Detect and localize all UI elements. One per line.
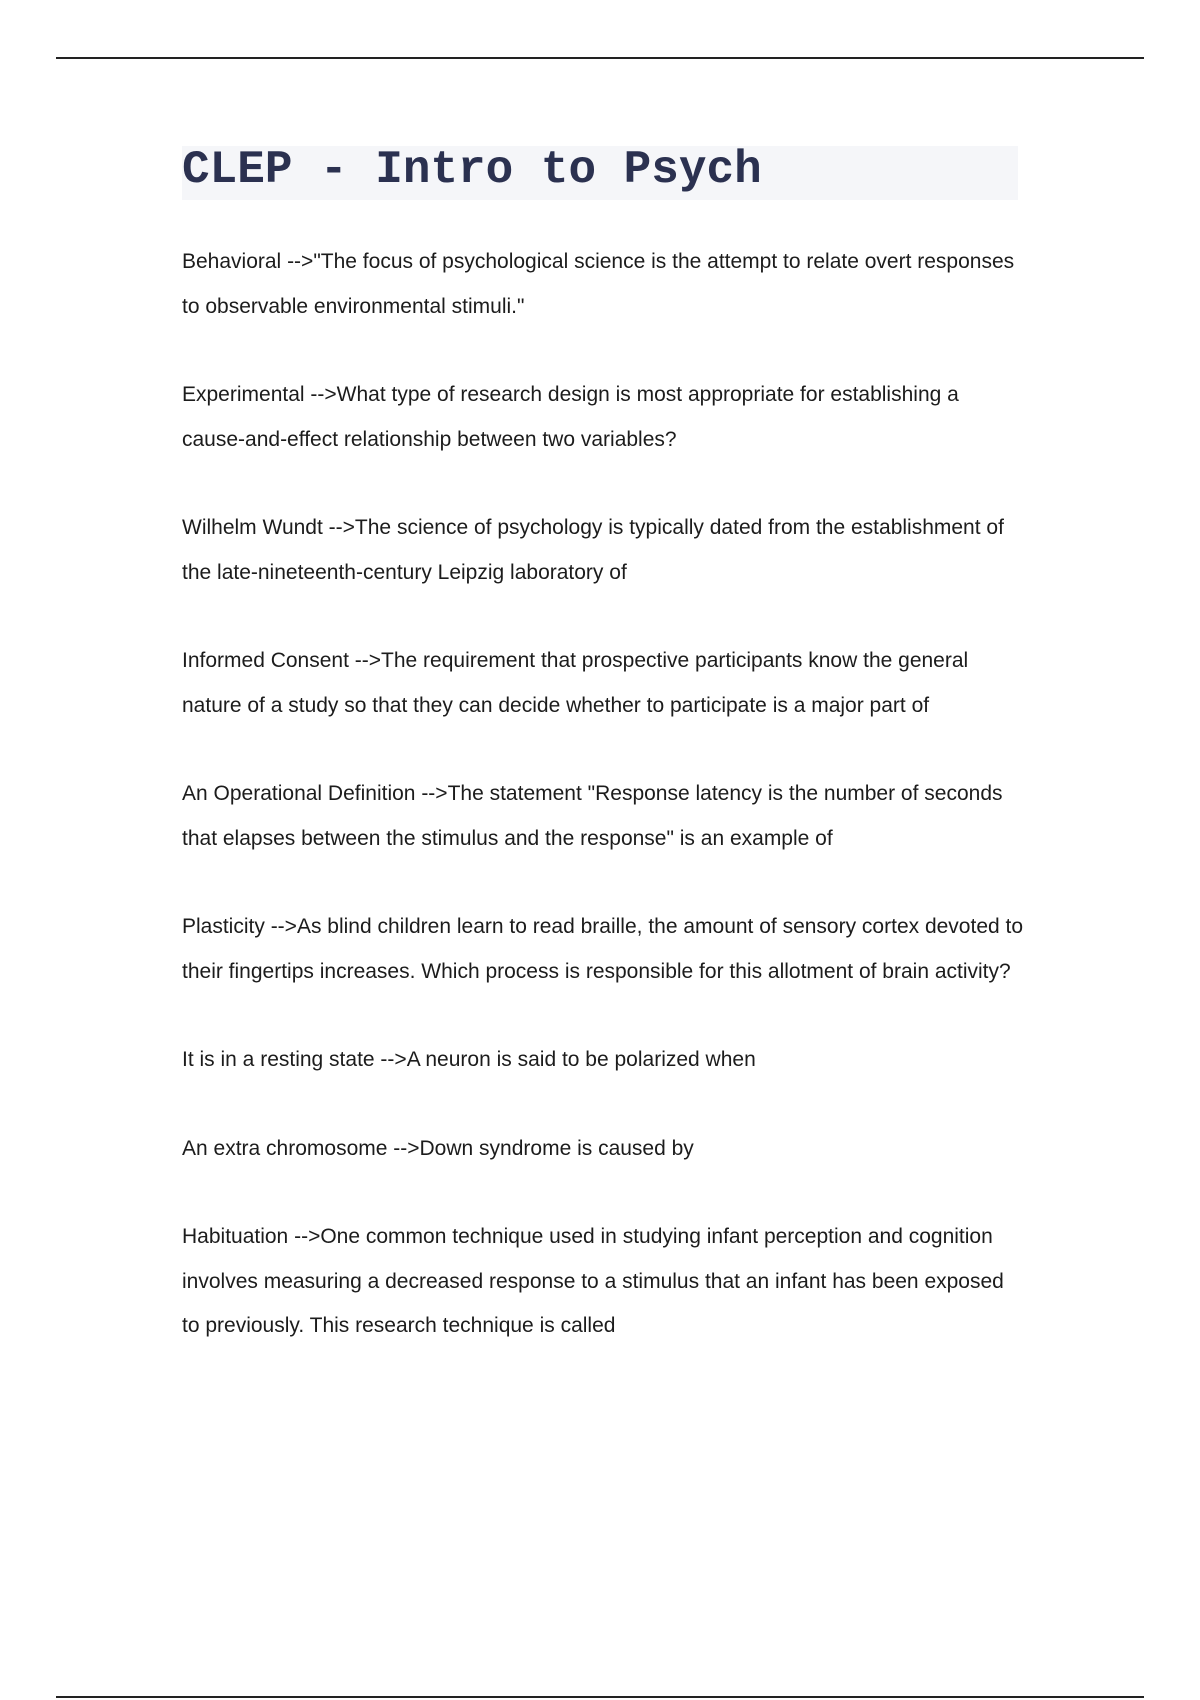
card-definition: Down syndrome is caused by [419,1136,694,1160]
flashcard-item [182,1215,1024,1349]
flashcard-item [182,772,1024,861]
card-definition: What type of research design is most appropriate for establishing a cause-and-effect relationship between two variables? [182,383,959,451]
flashcard-item [182,639,1024,728]
card-separator: --> [304,383,337,406]
top-rule [56,57,1144,59]
card-term: Plasticity [182,915,265,938]
bottom-rule [56,1696,1144,1698]
card-term: Experimental [182,383,305,406]
flashcard-item [182,1127,1024,1172]
page-title: CLEP - Intro to Psych [182,144,762,196]
card-separator: --> [281,250,314,273]
card-separator: --> [348,649,382,672]
card-term: An extra chromosome [182,1136,388,1160]
flashcard-list [182,240,1024,1393]
card-separator: --> [288,1225,321,1248]
flashcard-item [182,905,1024,994]
card-term: Informed Consent [182,649,349,672]
card-definition: One common technique used in studying infant perception and cognition involves measuring a decreased response to a stimulus that an infant has been exposed to previously. This research technique is called [182,1225,1004,1337]
card-definition: The statement "Response latency is the number of seconds that elapses between the stimulus and the response" is an example of [182,782,1003,850]
card-separator: --> [264,915,297,938]
card-separator: --> [374,1048,407,1071]
card-definition: As blind children learn to read braille, the amount of sensory cortex devoted to their fingertips increases. Which process is responsible for this allotment of brain activity? [182,915,1024,983]
flashcard-item [182,506,1024,595]
card-term: An Operational Definition [182,782,416,805]
flashcard-item [182,240,1024,329]
card-separator: --> [322,516,355,539]
flashcard-item [182,1038,1024,1083]
card-term: Behavioral [182,250,282,273]
card-separator: --> [387,1136,420,1160]
card-term: It is in a resting state [182,1048,375,1071]
card-term: Wilhelm Wundt [182,516,323,539]
card-definition: A neuron is said to be polarized when [406,1048,756,1071]
flashcard-item [182,373,1024,462]
card-separator: --> [415,782,448,805]
card-term: Habituation [182,1225,289,1248]
card-definition: The science of psychology is typically dated from the establishment of the late-nineteenth-century Leipzig laboratory of [182,516,1004,584]
card-definition: The requirement that prospective participants know the general nature of a study so that they can decide whether to participate is a major part of [182,649,969,717]
card-definition: "The focus of psychological science is the attempt to relate overt responses to observable environmental stimuli." [182,250,1015,318]
